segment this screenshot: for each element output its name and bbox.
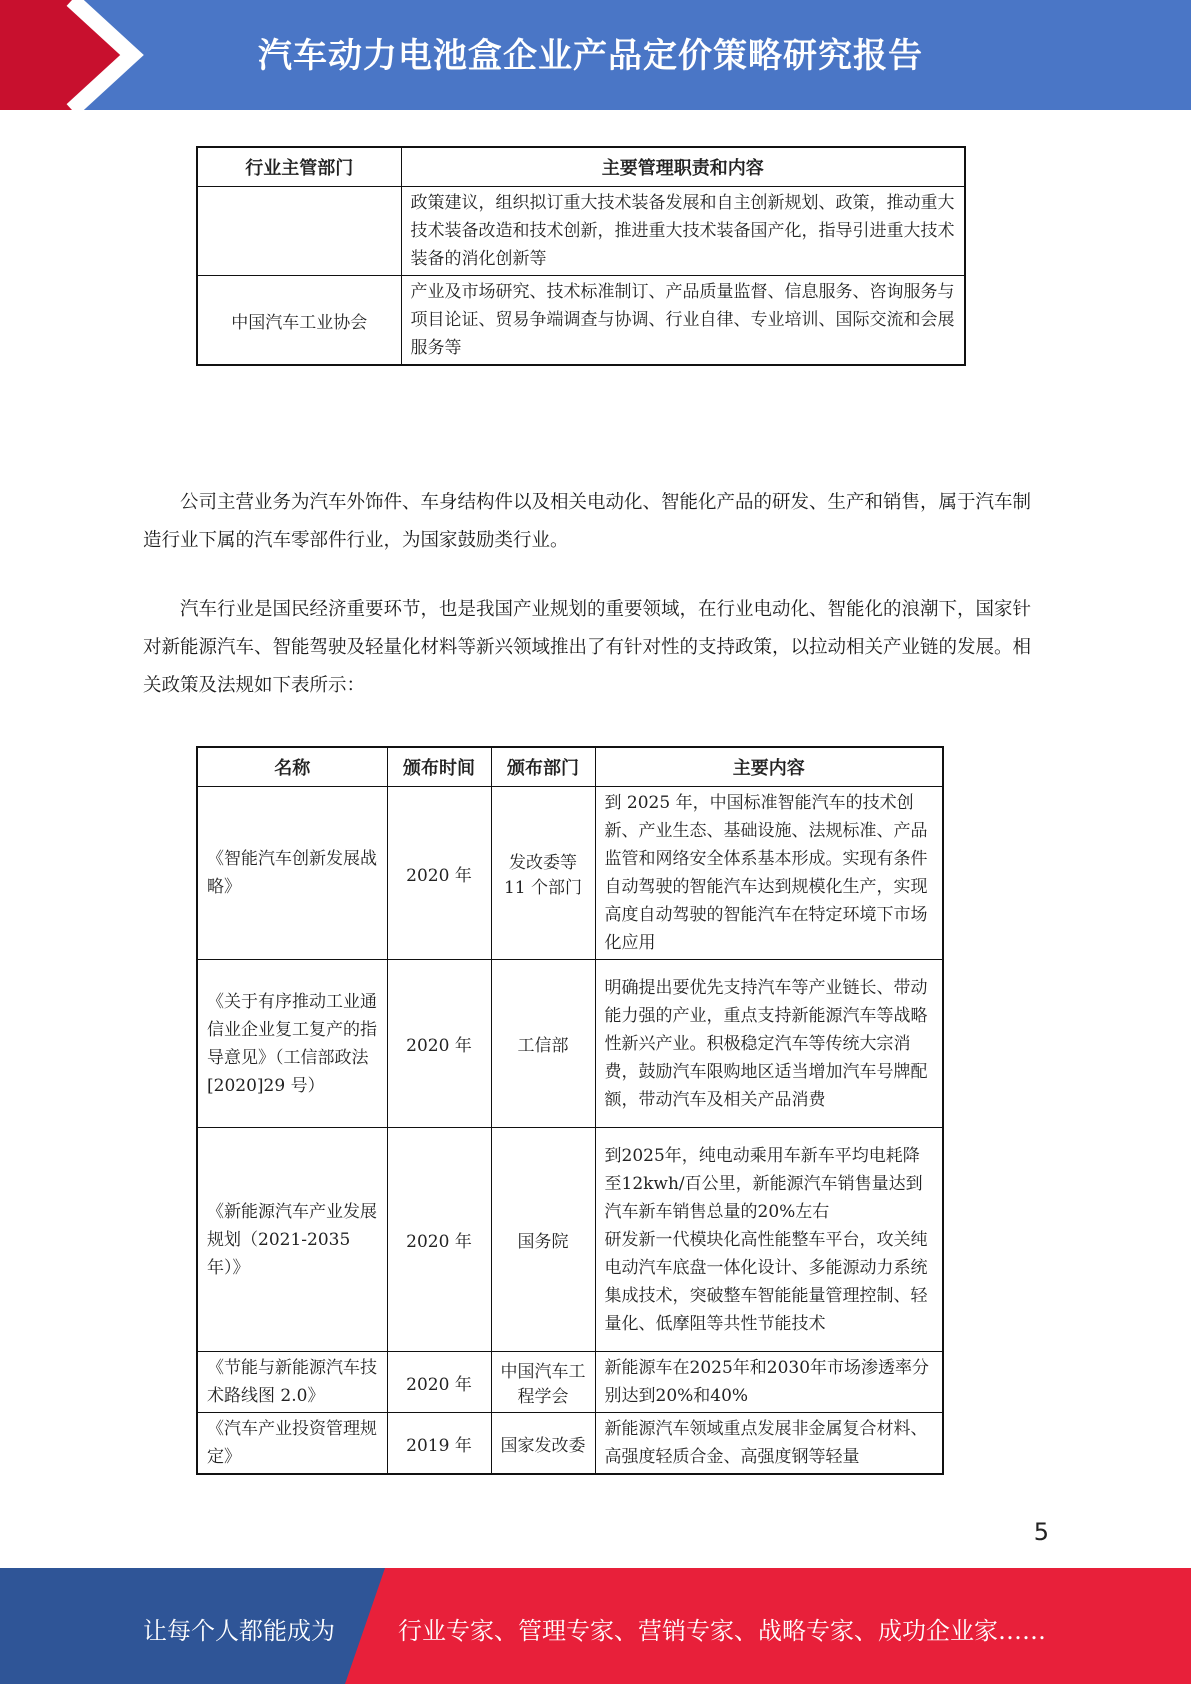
policy-name-cell: 《汽车产业投资管理规定》 xyxy=(197,1413,387,1475)
policy-content-cell: 到 2025 年，中国标准智能汽车的技术创新、产业生态、基础设施、法规标准、产品监管和网络安全体系基本形成。实现有条件自动驾驶的智能汽车达到规模化生产，实现高度自动驾驶的智能汽车在特定环境下市场化应用 xyxy=(595,787,943,960)
policy-date-cell: 2020 年 xyxy=(387,960,491,1128)
body-paragraph: 汽车行业是国民经济重要环节，也是我国产业规划的重要领域，在行业电动化、智能化的浪潮下，国家针对新能源汽车、智能驾驶及轻量化材料等新兴领域推出了有针对性的支持政策，以拉动相关产业链的发展。相关政策及法规如下表所示： xyxy=(143,599,1032,696)
policy-name-cell: 《关于有序推动工业通信业企业复工复产的指导意见》（工信部政法[2020]29 号） xyxy=(197,960,387,1128)
policy-dept-cell: 发改委等11 个部门 xyxy=(491,787,595,960)
table-header-row xyxy=(197,747,943,787)
policy-content-cell: 明确提出要优先支持汽车等产业链长、带动能力强的产业，重点支持新能源汽车等战略性新兴产业。积极稳定汽车等传统大宗消费，鼓励汽车限购地区适当增加汽车号牌配额，带动汽车及相关产品消费 xyxy=(595,960,943,1128)
page-header xyxy=(0,0,1191,110)
table-row xyxy=(197,187,965,276)
policy-dept-cell: 国家发改委 xyxy=(491,1413,595,1475)
table-row xyxy=(197,787,943,960)
table-row xyxy=(197,1128,943,1352)
policy-dept-cell: 国务院 xyxy=(491,1128,595,1352)
column-header: 名称 xyxy=(197,747,387,787)
table-row xyxy=(197,276,965,366)
column-header: 主要内容 xyxy=(595,747,943,787)
content-cell: 政策建议，组织拟订重大技术装备发展和自主创新规划、政策，推动重大技术装备改造和技术创新，推进重大技术装备国产化，指导引进重大技术装备的消化创新等 xyxy=(401,187,965,276)
dept-cell xyxy=(197,187,401,276)
table-row xyxy=(197,1413,943,1475)
policy-date-cell: 2020 年 xyxy=(387,787,491,960)
table-row xyxy=(197,1352,943,1413)
policy-date-cell: 2019 年 xyxy=(387,1413,491,1475)
policy-name-cell: 《节能与新能源汽车技术路线图 2.0》 xyxy=(197,1352,387,1413)
policy-dept-cell: 中国汽车工程学会 xyxy=(491,1352,595,1413)
policy-dept-cell: 工信部 xyxy=(491,960,595,1128)
column-header: 主要管理职责和内容 xyxy=(401,147,965,187)
page-number: 5 xyxy=(1033,1518,1049,1546)
policy-name-cell: 《智能汽车创新发展战略》 xyxy=(197,787,387,960)
policy-content-cell: 新能源车在2025年和2030年市场渗透率分别达到20%和40% xyxy=(595,1352,943,1413)
regulator-table xyxy=(196,146,966,366)
policy-date-cell: 2020 年 xyxy=(387,1128,491,1352)
column-header: 颁布时间 xyxy=(387,747,491,787)
policy-name-cell: 《新能源汽车产业发展规划（2021-2035年）》 xyxy=(197,1128,387,1352)
table-row xyxy=(197,960,943,1128)
column-header: 行业主管部门 xyxy=(197,147,401,187)
column-header: 颁布部门 xyxy=(491,747,595,787)
dept-cell: 中国汽车工业协会 xyxy=(197,276,401,366)
policy-content-cell: 新能源汽车领域重点发展非金属复合材料、高强度轻质合金、高强度钢等轻量 xyxy=(595,1413,943,1475)
table-header-row xyxy=(197,147,965,187)
footer-slogan-right: 行业专家、管理专家、营销专家、战略专家、成功企业家…… xyxy=(398,1617,1046,1645)
policy-table xyxy=(196,746,944,1475)
policy-content-cell: 到2025年，纯电动乘用车新车平均电耗降至12kwh/百公里，新能源汽车销售量达到汽车新车销售总量的20%左右 研发新一代模块化高性能整车平台，攻关纯电动汽车底盘一体化设计、多能源动力系统集成技术，突破整车智能能量管理控制、轻量化、低摩阻等共性节能技术 xyxy=(595,1128,943,1352)
footer-slogan-left: 让每个人都能成为 xyxy=(143,1617,335,1645)
content-cell: 产业及市场研究、技术标准制订、产品质量监督、信息服务、咨询服务与项目论证、贸易争端调查与协调、行业自律、专业培训、国际交流和会展服务等 xyxy=(401,276,965,366)
page-footer xyxy=(0,1568,1191,1684)
report-title: 汽车动力电池盒企业产品定价策略研究报告 xyxy=(258,36,923,76)
body-paragraph: 公司主营业务为汽车外饰件、车身结构件以及相关电动化、智能化产品的研发、生产和销售，属于汽车制造行业下属的汽车零部件行业，为国家鼓励类行业。 xyxy=(143,492,1032,551)
policy-date-cell: 2020 年 xyxy=(387,1352,491,1413)
